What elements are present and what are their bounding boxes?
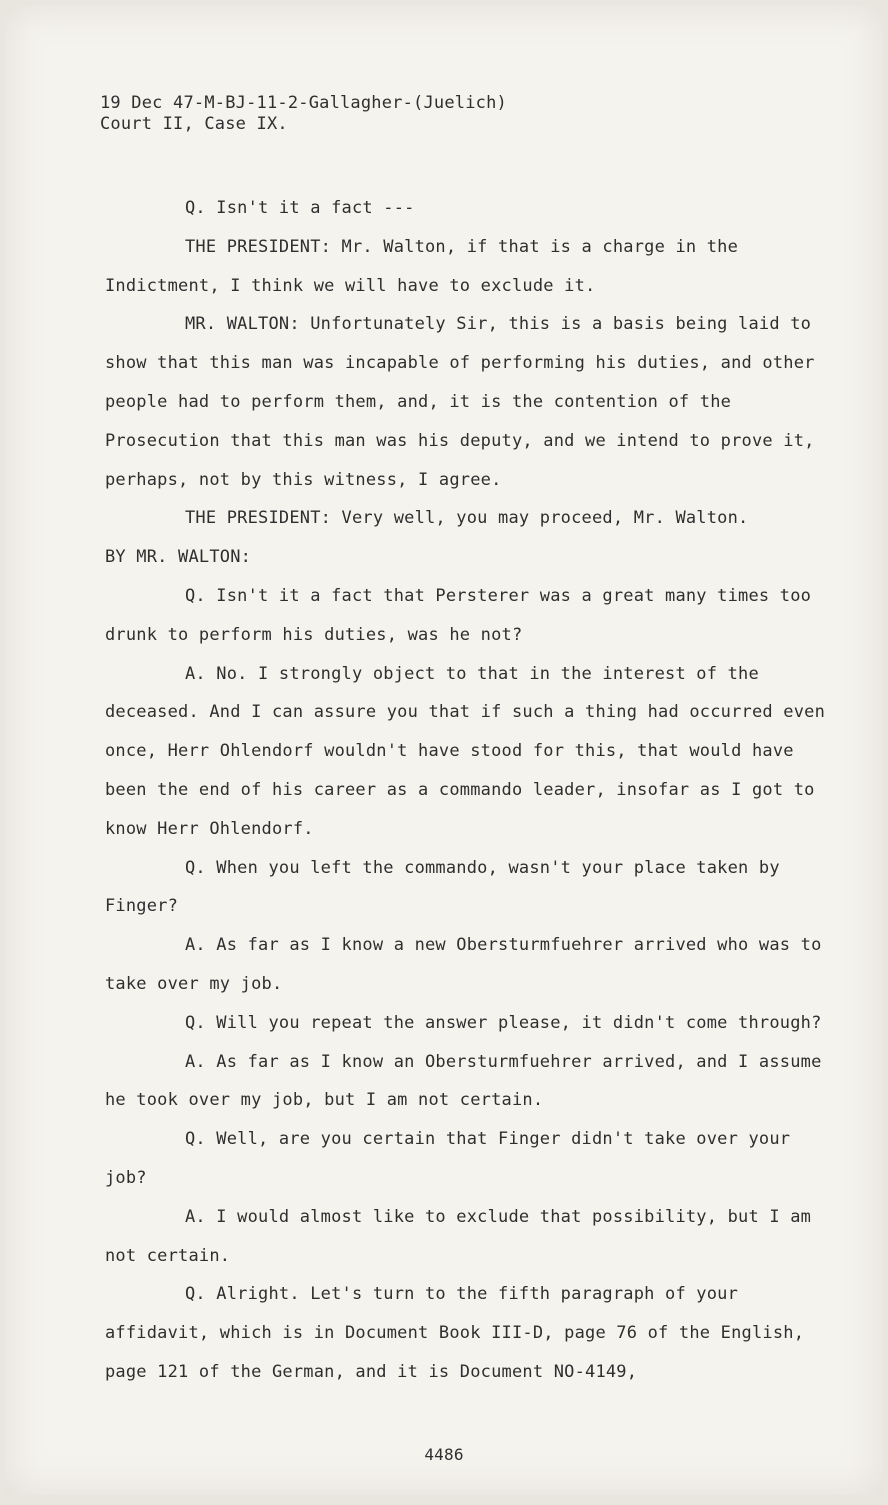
transcript-paragraph: Q. When you left the commando, wasn't your place taken by Finger? bbox=[105, 857, 791, 917]
transcript-paragraph: A. As far as I know a new Obersturmfuehrer arrived who was to take over my job. bbox=[105, 935, 832, 994]
transcript-paragraph: Q. Isn't it a fact --- bbox=[185, 198, 415, 218]
document-page bbox=[5, 5, 883, 1495]
transcript-paragraph: BY MR. WALTON: bbox=[105, 547, 252, 568]
transcript-paragraph: A. No. I strongly object to that in the interest of the deceased. And I can assure you that if such a thing had occurred even once, Herr Ohlendorf wouldn't have stood for this, that would have been the end of his career as a commando leader, insofar as I got to know Herr Ohlendorf. bbox=[105, 663, 836, 839]
transcript-paragraph: THE PRESIDENT: Very well, you may proceed, Mr. Walton. bbox=[185, 508, 749, 529]
transcript-paragraph: Q. Alright. Let's turn to the fifth paragraph of your affidavit, which is in Document Book III-D, page 76 of the English, page 121 of the German, and it is Document NO-4149, bbox=[105, 1284, 815, 1382]
transcript-paragraph: A. As far as I know an Obersturmfuehrer arrived, and I assume he took over my job, but I am not certain. bbox=[105, 1051, 832, 1111]
transcript-paragraph: MR. WALTON: Unfortunately Sir, this is a basis being laid to show that this man was incapable of performing his duties, and other people had to perform them, and, it is the contention of the Prosecution that this man was his deputy, and we intend to prove it, perhaps, not by this witness, I agree. bbox=[105, 314, 826, 490]
transcript-body bbox=[105, 189, 836, 1392]
header-line-2: Court II, Case IX. bbox=[100, 114, 288, 134]
header-line-1: 19 Dec 47-M-BJ-11-2-Gallagher-(Juelich) bbox=[100, 93, 507, 113]
transcript-paragraph: Q. Isn't it a fact that Persterer was a great many times too drunk to perform his duties, was he not? bbox=[105, 585, 822, 645]
transcript-paragraph: Q. Will you repeat the answer please, it didn't come through? bbox=[185, 1012, 822, 1033]
transcript-paragraph: Q. Well, are you certain that Finger didn't take over your job? bbox=[105, 1129, 801, 1188]
transcript-paragraph: THE PRESIDENT: Mr. Walton, if that is a charge in the Indictment, I think we will have to exclude it. bbox=[105, 236, 749, 296]
document-header bbox=[100, 93, 507, 135]
page-number: 4486 bbox=[424, 1445, 464, 1464]
transcript-paragraph: A. I would almost like to exclude that possibility, but I am not certain. bbox=[105, 1206, 822, 1266]
